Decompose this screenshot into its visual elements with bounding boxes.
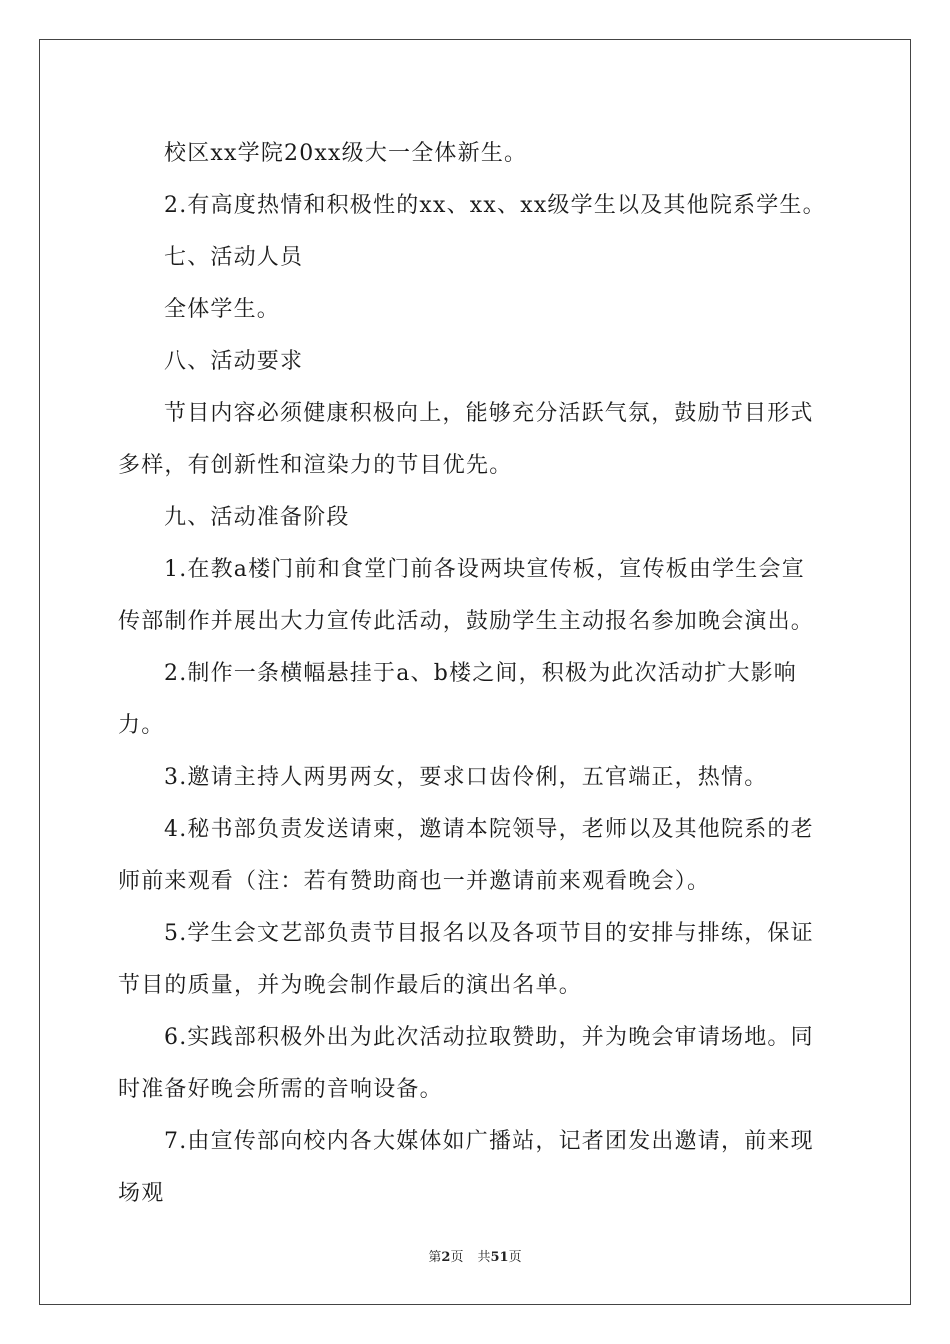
- paragraph-line: 7.由宣传部向校内各大媒体如广播站，记者团发出邀请，前来现: [164, 1129, 814, 1154]
- page-footer: [0, 1246, 950, 1265]
- document-body: [118, 128, 834, 1220]
- paragraph-line: 力。: [118, 713, 165, 738]
- paragraph-line: 3.邀请主持人两男两女，要求口齿伶俐，五官端正，热情。: [164, 765, 768, 790]
- section-heading: 八、活动要求: [164, 349, 304, 374]
- paragraph-line: 传部制作并展出大力宣传此活动，鼓励学生主动报名参加晚会演出。: [118, 609, 815, 634]
- paragraph-line: 2.有高度热情和积极性的xx、xx、xx级学生以及其他院系学生。: [164, 193, 826, 218]
- paragraph-line: 5.学生会文艺部负责节目报名以及各项节目的安排与排练，保证: [164, 921, 814, 946]
- paragraph-line: 全体学生。: [164, 297, 281, 322]
- total-pages: 51: [490, 1250, 509, 1265]
- paragraph-line: 4.秘书部负责发送请柬，邀请本院领导，老师以及其他院系的老: [164, 817, 814, 842]
- section-heading: 七、活动人员: [164, 245, 304, 270]
- page-number: 2: [441, 1250, 451, 1265]
- paragraph-line: 节目的质量，并为晚会制作最后的演出名单。: [118, 973, 583, 998]
- paragraph-line: 师前来观看（注：若有赞助商也一并邀请前来观看晚会）。: [118, 869, 711, 894]
- total-prefix: 共: [477, 1250, 491, 1265]
- page-suffix: 页: [450, 1250, 464, 1265]
- page-prefix: 第: [428, 1250, 442, 1265]
- paragraph-line: 节目内容必须健康积极向上，能够充分活跃气氛，鼓励节目形式: [164, 401, 814, 426]
- paragraph-line: 2.制作一条横幅悬挂于a、b楼之间，积极为此次活动扩大影响: [164, 661, 797, 686]
- paragraph-line: 校区xx学院20xx级大一全体新生。: [164, 141, 528, 166]
- section-heading: 九、活动准备阶段: [164, 505, 350, 530]
- paragraph-line: 场观: [118, 1181, 165, 1206]
- paragraph-line: 1.在教a楼门前和食堂门前各设两块宣传板，宣传板由学生会宣: [164, 557, 805, 582]
- total-suffix: 页: [508, 1250, 522, 1265]
- paragraph-line: 6.实践部积极外出为此次活动拉取赞助，并为晚会审请场地。同: [164, 1025, 814, 1050]
- paragraph-line: 时准备好晚会所需的音响设备。: [118, 1077, 443, 1102]
- paragraph-line: 多样，有创新性和渲染力的节目优先。: [118, 453, 513, 478]
